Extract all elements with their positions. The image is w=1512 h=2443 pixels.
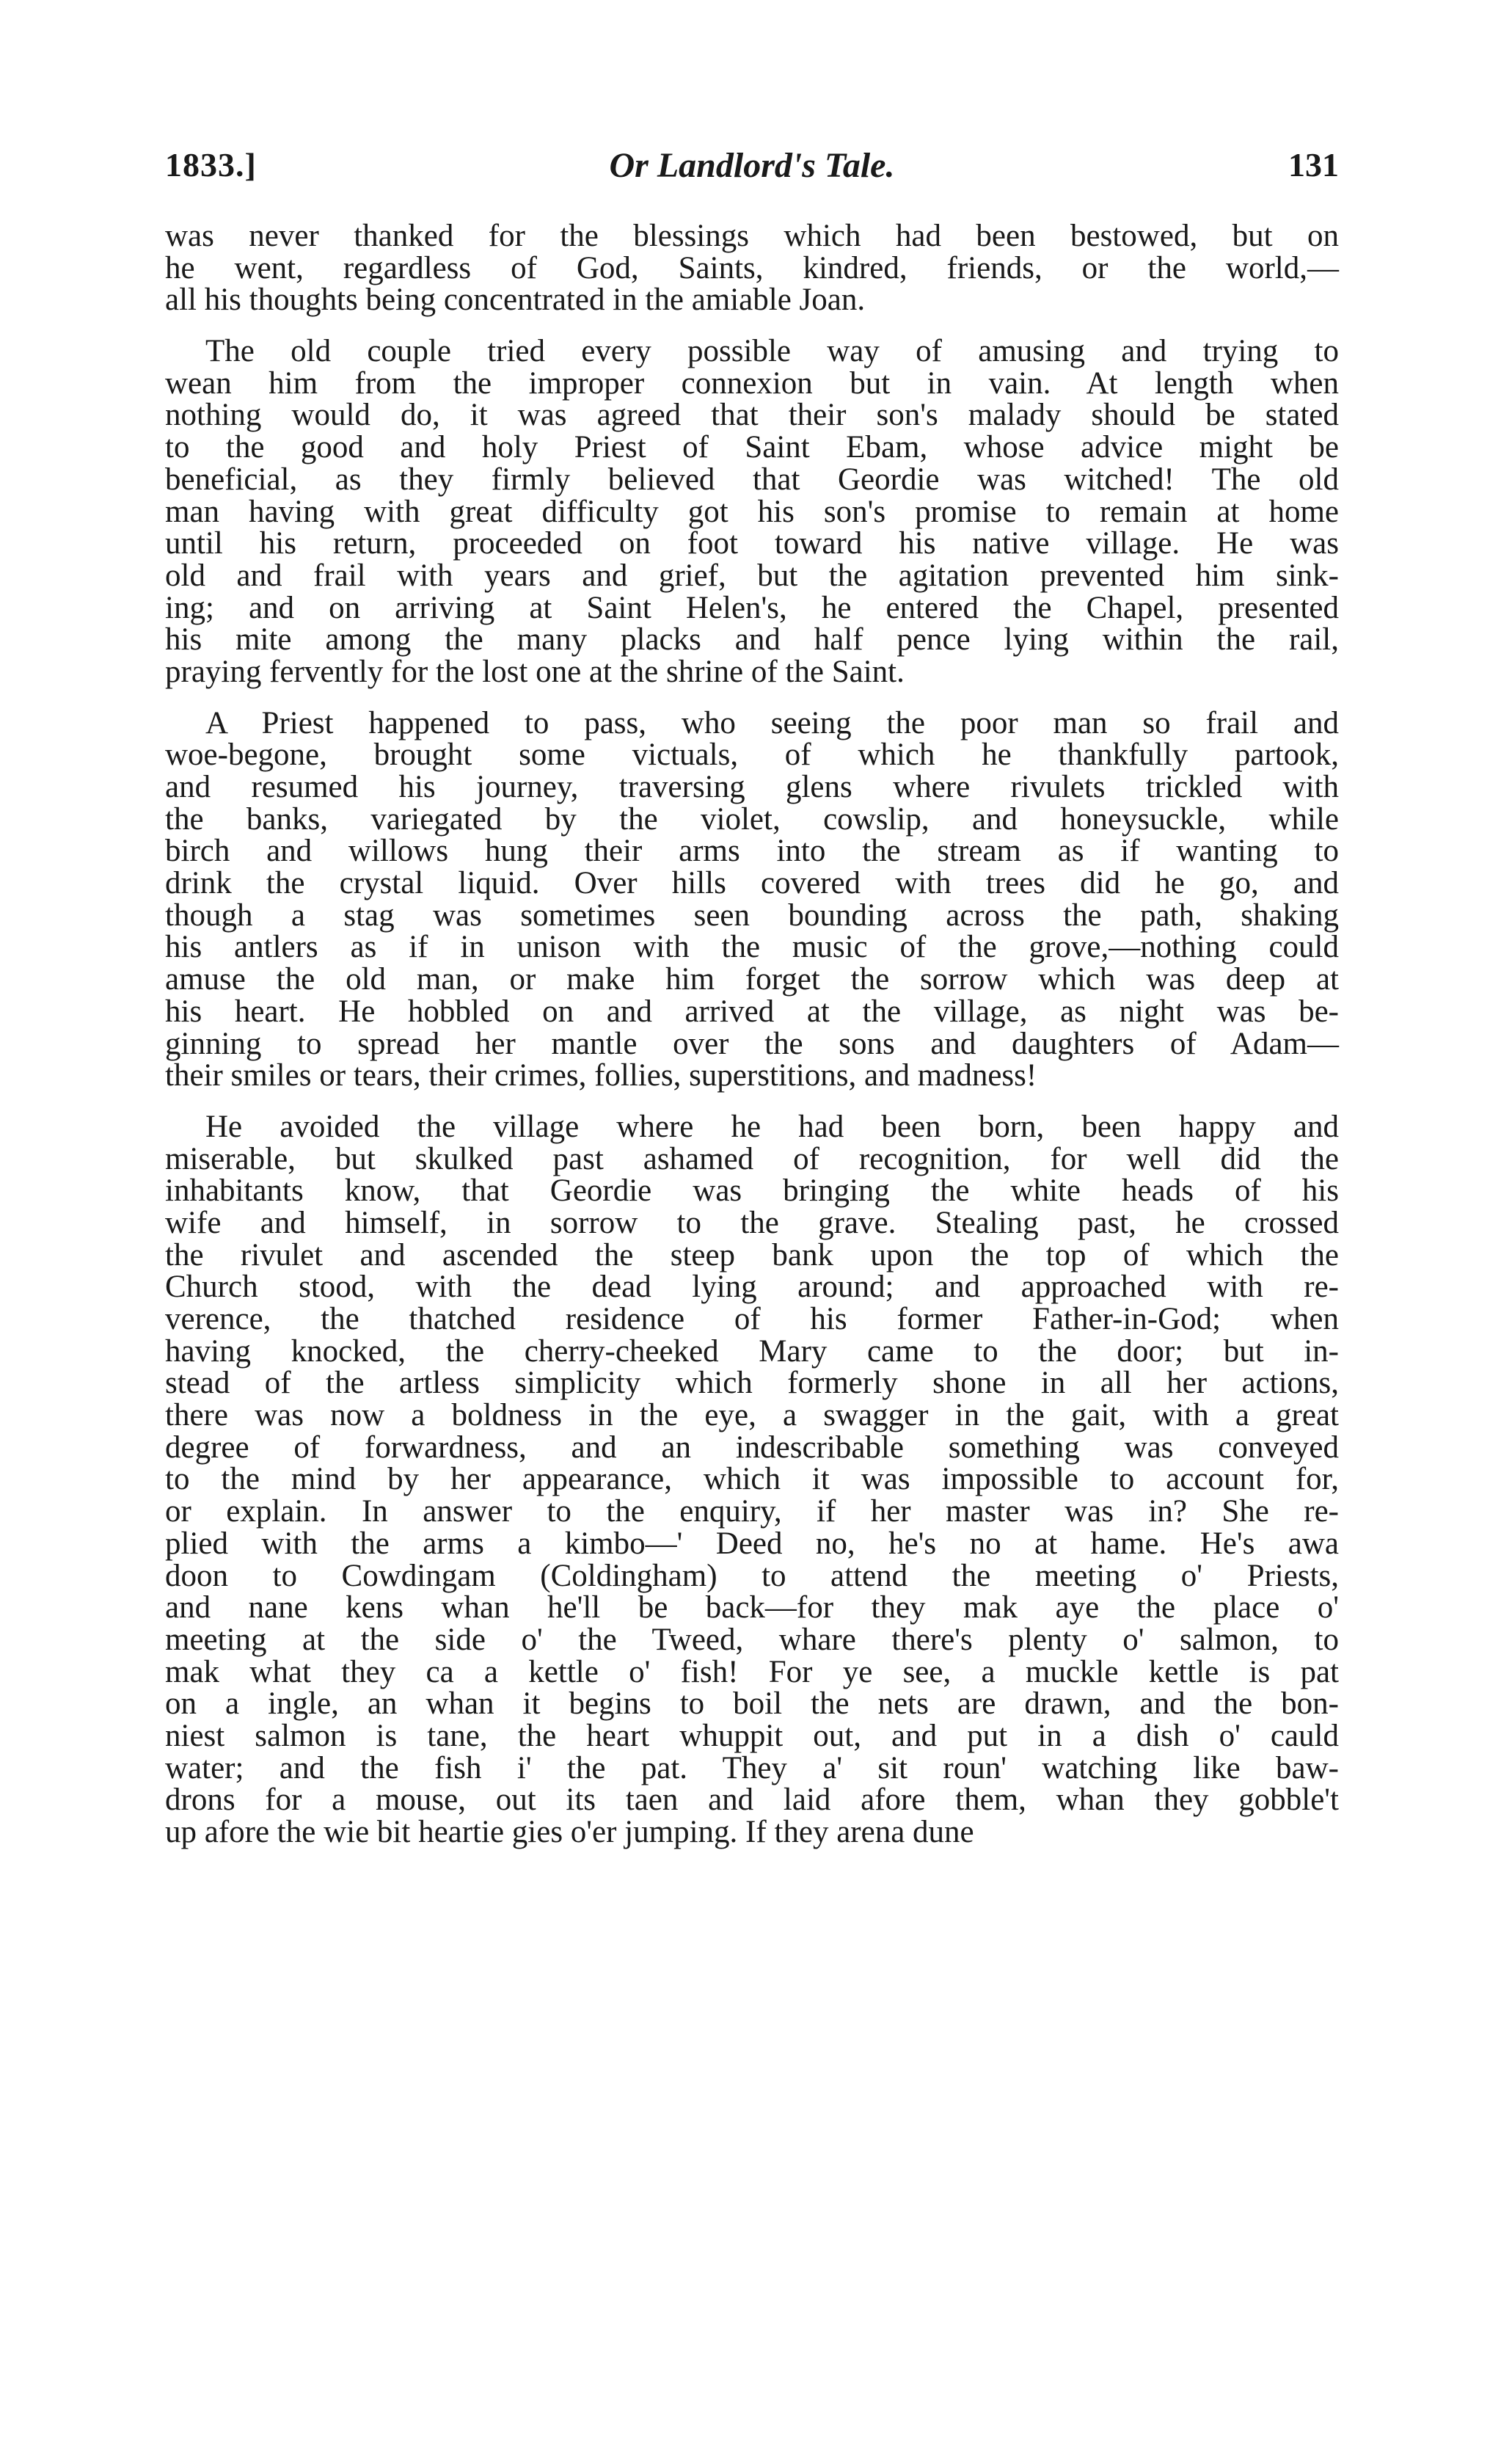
text-line: inhabitants know, that Geordie was bringing the white heads of his [165, 1173, 1339, 1209]
text-line: wean him from the improper connexion but in vain. At length when [165, 365, 1339, 401]
page-number: 131 [1288, 146, 1339, 183]
text-line: drons for a mouse, out its taen and laid afore them, whan they gobble't [165, 1783, 1339, 1818]
text-line: A Priest happened to pass, who seeing the poor man so frail and [205, 705, 1339, 740]
text-line: until his return, proceeded on foot toward his native village. He was [165, 526, 1339, 561]
text-line: nothing would do, it was agreed that their son's malady should be stated [165, 398, 1339, 433]
body-text [165, 220, 1339, 1868]
text-line: and resumed his journey, traversing glens where rivulets trickled with [165, 770, 1339, 804]
text-line: and nane kens whan he'll be back—for they mak aye the place o' [165, 1590, 1339, 1625]
text-line: on a ingle, an whan it begins to boil the nets are drawn, and the bon- [165, 1686, 1339, 1722]
text-line: old and frail with years and grief, but the agitation prevented him sink- [165, 558, 1339, 593]
text-line: beneficial, as they firmly believed that Geordie was witched! The old [165, 462, 1339, 497]
paragraph [165, 707, 1339, 1092]
header-title: Or Landlord's Tale. [609, 146, 895, 185]
text-line: drink the crystal liquid. Over hills covered with trees did he go, and [165, 866, 1339, 901]
text-line: amuse the old man, or make him forget the sorrow which was deep at [165, 962, 1339, 997]
text-line: the rivulet and ascended the steep bank upon the top of which the [165, 1237, 1339, 1273]
text-line: birch and willows hung their arms into the stream as if wanting to [165, 834, 1339, 869]
text-line: his heart. He hobbled on and arrived at the village, as night was be- [165, 994, 1339, 1029]
text-line: meeting at the side o' the Tweed, whare there's plenty o' salmon, to [165, 1622, 1339, 1657]
text-line: all his thoughts being concentrated in the amiable Joan. [165, 283, 866, 318]
text-line: his mite among the many placks and half pence lying within the rail, [165, 622, 1339, 658]
text-line: the banks, variegated by the violet, cowslip, and honeysuckle, while [165, 801, 1339, 837]
text-line: having knocked, the cherry-cheeked Mary came to the door; but in- [165, 1333, 1339, 1369]
text-line: to the good and holy Priest of Saint Ebam, whose advice might be [165, 430, 1339, 465]
text-line: stead of the artless simplicity which formerly shone in all her actions, [165, 1366, 1339, 1401]
text-line: he went, regardless of God, Saints, kindred, friends, or the world,— [165, 250, 1339, 285]
text-line: praying fervently for the lost one at the shrine of the Saint. [165, 654, 905, 689]
text-line: wife and himself, in sorrow to the grave. Stealing past, he crossed [165, 1205, 1339, 1240]
text-line: doon to Cowdingam (Coldingham) to attend the meeting o' Priests, [165, 1558, 1339, 1593]
text-line: ginning to spread her mantle over the sons and daughters of Adam— [165, 1026, 1339, 1061]
text-line: water; and the fish i' the pat. They a' sit roun' watching like baw- [165, 1750, 1339, 1785]
text-line: Church stood, with the dead lying around; and approached with re- [165, 1270, 1339, 1305]
running-header [165, 145, 1339, 189]
text-line: or explain. In answer to the enquiry, if her master was in? She re- [165, 1494, 1339, 1529]
paragraph [165, 220, 1339, 316]
header-year: 1833.] [165, 146, 257, 183]
text-line: degree of forwardness, and an indescribable something was conveyed [165, 1430, 1339, 1465]
text-line: was never thanked for the blessings which had been bestowed, but on [165, 219, 1339, 253]
text-line: ing; and on arriving at Saint Helen's, he entered the Chapel, presented [165, 590, 1339, 625]
text-line: man having with great difficulty got his son's promise to remain at home [165, 494, 1339, 529]
text-line: there was now a boldness in the eye, a swagger in the gait, with a great [165, 1398, 1339, 1433]
text-line: woe-begone, brought some victuals, of which he thankfully partook, [165, 738, 1339, 773]
paragraph [165, 335, 1339, 688]
text-line: their smiles or tears, their crimes, follies, superstitions, and madness! [165, 1058, 1037, 1093]
text-line: He avoided the village where he had been born, been happy and [205, 1109, 1339, 1144]
text-line: verence, the thatched residence of his former Father-in-God; when [165, 1302, 1339, 1336]
paragraph [165, 1111, 1339, 1849]
text-line: up afore the wie bit heartie gies o'er jumping. If they arena dune [165, 1815, 974, 1849]
text-line: plied with the arms a kimbo—' Deed no, he's no at hame. He's awa [165, 1526, 1339, 1561]
text-line: his antlers as if in unison with the music of the grove,—nothing could [165, 930, 1339, 965]
text-line: The old couple tried every possible way of amusing and trying to [205, 334, 1339, 369]
text-line: though a stag was sometimes seen bounding across the path, shaking [165, 898, 1339, 933]
text-line: to the mind by her appearance, which it was impossible to account for, [165, 1462, 1339, 1497]
text-line: mak what they ca a kettle o' fish! For ye see, a muckle kettle is pat [165, 1654, 1339, 1689]
text-line: niest salmon is tane, the heart whuppit out, and put in a dish o' cauld [165, 1718, 1339, 1753]
text-line: miserable, but skulked past ashamed of recognition, for well did the [165, 1141, 1339, 1176]
